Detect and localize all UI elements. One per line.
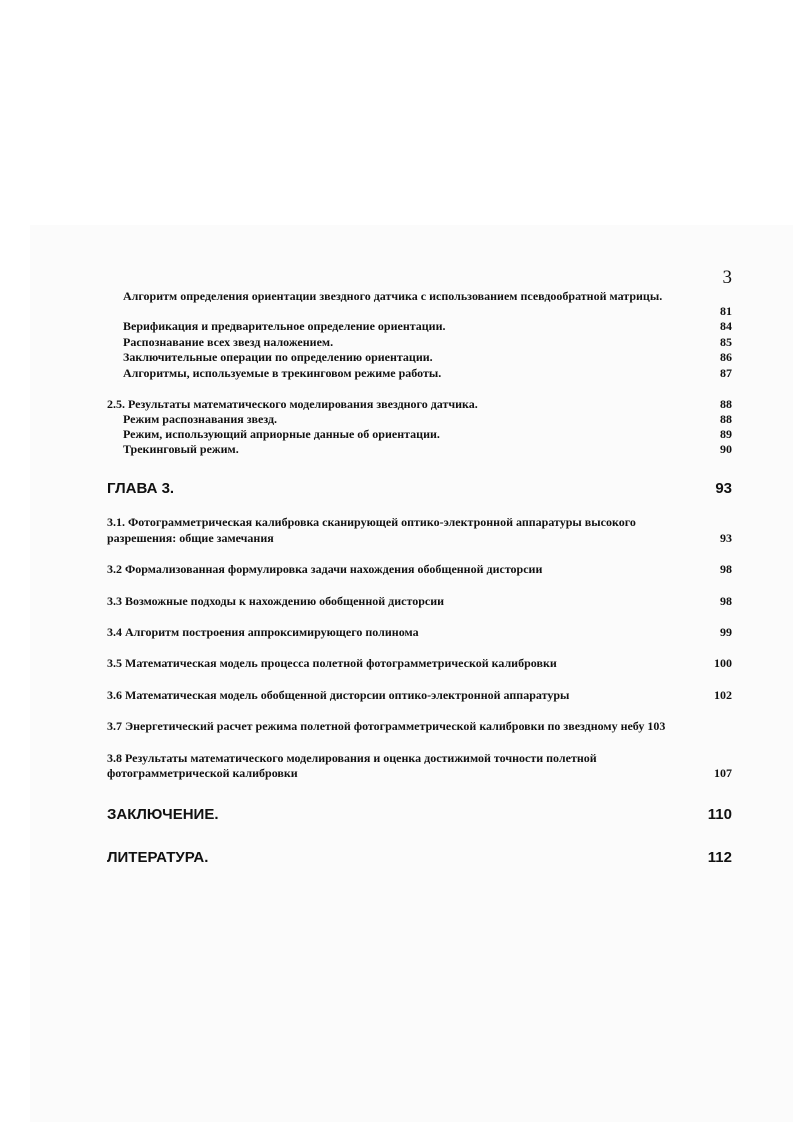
toc-section-title-cont: фотограмметрической калибровки bbox=[107, 766, 298, 780]
toc-entry-title: Заключительные операции по определению ориентации. bbox=[123, 350, 433, 364]
toc-entry-title: Режим, использующий априорные данные об ориентации. bbox=[123, 427, 440, 441]
toc-section-title: 3.5 Математическая модель процесса полетной фотограмметрической калибровки bbox=[107, 656, 557, 670]
toc-section-title-cont: разрешения: общие замечания bbox=[107, 531, 274, 545]
toc-entry-page: 89 bbox=[720, 427, 732, 441]
toc-section-page: 98 bbox=[720, 594, 732, 608]
toc-entry-title: Распознавание всех звезд наложением. bbox=[123, 335, 334, 349]
toc-entry-title: Верификация и предварительное определение ориентации. bbox=[123, 319, 446, 333]
toc-entry-page: 85 bbox=[720, 335, 732, 349]
toc-entry-page: 90 bbox=[720, 442, 732, 456]
toc-section-page: 93 bbox=[720, 531, 732, 545]
toc-section-title: 2.5. Результаты математического моделирования звездного датчика. bbox=[107, 397, 478, 411]
toc-section-page: 98 bbox=[720, 562, 732, 576]
toc-section-title: 3.6 Математическая модель обобщенной дисторсии оптико-электронной аппаратуры bbox=[107, 688, 570, 702]
toc-entry-page: 87 bbox=[720, 366, 732, 380]
toc-entry-title: Трекинговый режим. bbox=[123, 442, 239, 456]
toc-section-page: 99 bbox=[720, 625, 732, 639]
toc-section-title: 3.2 Формализованная формулировка задачи нахождения обобщенной дисторсии bbox=[107, 562, 543, 576]
toc-entry-title: Алгоритм определения ориентации звездного датчика с использованием псевдообратной матрицы. bbox=[123, 289, 663, 303]
chapter-page: 93 bbox=[715, 480, 732, 497]
toc-section-title: 3.8 Результаты математического моделирования и оценка достижимой точности полетной bbox=[107, 751, 597, 765]
toc-section-page: 100 bbox=[714, 656, 732, 670]
toc-section-page: 102 bbox=[714, 688, 732, 702]
toc-entry-page: 81 bbox=[720, 304, 732, 318]
toc-entry-page: 84 bbox=[720, 319, 732, 333]
toc-section-title: 3.3 Возможные подходы к нахождению обобщенной дисторсии bbox=[107, 594, 445, 608]
toc-section-title: 3.4 Алгоритм построения аппроксимирующего полинома bbox=[107, 625, 419, 639]
literature-page: 112 bbox=[707, 849, 732, 866]
toc-section-page: 107 bbox=[714, 766, 732, 780]
toc-entry-title: Режим распознавания звезд. bbox=[123, 412, 278, 426]
toc-entry-title: Алгоритмы, используемые в трекинговом режиме работы. bbox=[123, 366, 442, 380]
toc-section-title: 3.1. Фотограмметрическая калибровка сканирующей оптико-электронной аппаратуры высокого bbox=[107, 515, 636, 529]
page-number: 3 bbox=[722, 267, 732, 288]
conclusion-page: 110 bbox=[707, 806, 732, 823]
chapter-heading: ГЛАВА 3. bbox=[107, 480, 175, 497]
toc-section-title: 3.7 Энергетический расчет режима полетной фотограмметрической калибровки по звездному небу 103 bbox=[107, 719, 666, 733]
toc-section-page: 88 bbox=[720, 397, 732, 411]
conclusion-heading: ЗАКЛЮЧЕНИЕ. bbox=[107, 806, 219, 823]
toc-entry-page: 88 bbox=[720, 412, 732, 426]
literature-heading: ЛИТЕРАТУРА. bbox=[107, 849, 209, 866]
toc-entry-page: 86 bbox=[720, 350, 732, 364]
